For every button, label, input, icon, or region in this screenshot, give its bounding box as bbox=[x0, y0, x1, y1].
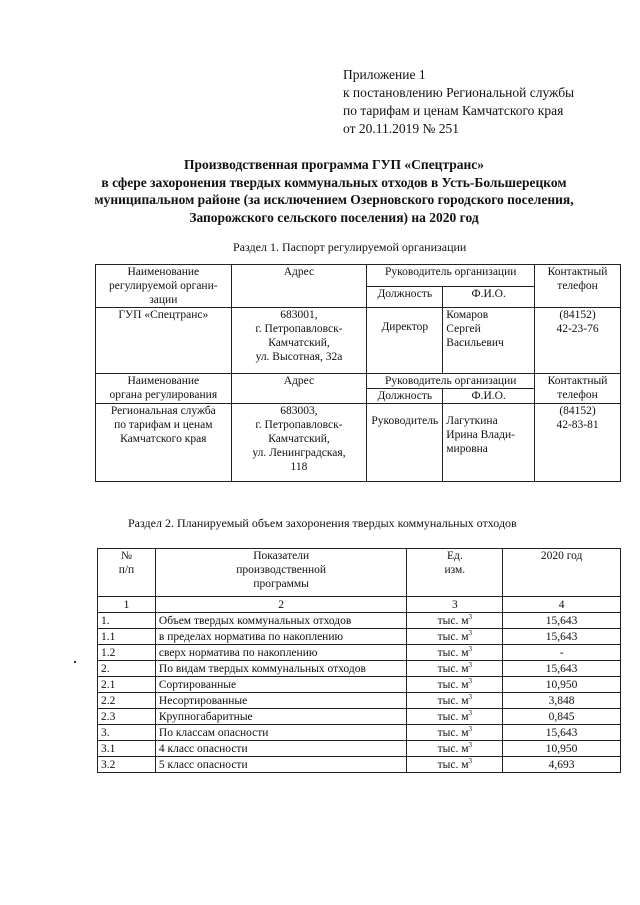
organization-passport-table bbox=[95, 264, 621, 482]
cell-line: по тарифам и ценам bbox=[114, 419, 213, 431]
cell-line: телефон bbox=[557, 280, 598, 292]
section2-title: Раздел 2. Планируемый объем захоронения твердых коммунальных отходов bbox=[128, 516, 517, 530]
cell-line: Комаров bbox=[446, 309, 489, 321]
table-row bbox=[98, 693, 621, 709]
cell-line: № bbox=[120, 550, 132, 562]
appendix-line: к постановлению Региональной службы bbox=[343, 85, 575, 100]
row-value: 10,950 bbox=[503, 677, 621, 693]
header-cell: Ф.И.О. bbox=[443, 389, 535, 404]
regulator-address-cell bbox=[231, 404, 367, 482]
column-number: 2 bbox=[155, 597, 407, 613]
row-value: 15,643 bbox=[503, 661, 621, 677]
table-row bbox=[98, 629, 621, 645]
row-unit bbox=[407, 709, 503, 725]
row-unit bbox=[407, 629, 503, 645]
header-cell bbox=[96, 265, 232, 308]
row-number: 3. bbox=[98, 725, 156, 741]
cell-line: Показатели bbox=[253, 550, 310, 562]
cell-line: Ед. bbox=[446, 550, 463, 562]
row-indicator: 4 класс опасности bbox=[155, 741, 407, 757]
row-value: 0,845 bbox=[503, 709, 621, 725]
unit-text: тыс. м bbox=[437, 695, 469, 707]
row-unit bbox=[407, 725, 503, 741]
row-number: 2. bbox=[98, 661, 156, 677]
cell-line: Камчатский, bbox=[268, 337, 330, 349]
appendix-line: по тарифам и ценам Камчатского края bbox=[343, 103, 564, 118]
table-row bbox=[96, 374, 621, 389]
row-unit bbox=[407, 693, 503, 709]
header-cell bbox=[407, 549, 503, 597]
row-unit bbox=[407, 741, 503, 757]
scan-dot bbox=[74, 661, 76, 663]
cell-line: Региональная служба bbox=[110, 405, 216, 417]
cell-line: производственной bbox=[236, 564, 327, 576]
row-unit bbox=[407, 661, 503, 677]
cell-line: ул. Высотная, 32а bbox=[255, 351, 343, 363]
appendix-line: Приложение 1 bbox=[343, 67, 426, 82]
unit-text: тыс. м bbox=[437, 743, 469, 755]
org-position-cell: Директор bbox=[367, 308, 443, 374]
cell-line: зации bbox=[149, 294, 178, 306]
cell-line: Наименование bbox=[127, 375, 200, 387]
row-indicator: сверх норматива по накоплению bbox=[155, 645, 407, 661]
regulator-phone-cell bbox=[535, 404, 621, 482]
table-row bbox=[96, 308, 621, 374]
table-row bbox=[98, 645, 621, 661]
row-indicator: Несортированные bbox=[155, 693, 407, 709]
unit-text: тыс. м bbox=[437, 615, 469, 627]
unit-text: тыс. м bbox=[437, 711, 469, 723]
cell-line: п/п bbox=[118, 564, 135, 576]
unit-text: тыс. м bbox=[437, 679, 469, 691]
table-row bbox=[96, 404, 621, 482]
row-unit bbox=[407, 757, 503, 773]
row-unit bbox=[407, 645, 503, 661]
header-cell: Адрес bbox=[231, 265, 367, 308]
cell-line: (84152) bbox=[559, 309, 596, 321]
row-value: 15,643 bbox=[503, 629, 621, 645]
column-number-row bbox=[98, 597, 621, 613]
cell-line: телефон bbox=[557, 389, 598, 401]
title-line: в сфере захоронения твердых коммунальных отходов в Усть-Большерецком bbox=[101, 174, 567, 190]
cell-line: Камчатский, bbox=[268, 433, 330, 445]
cell-line: Контактный bbox=[547, 266, 608, 278]
cell-line: 683003, bbox=[280, 405, 318, 417]
unit-text: тыс. м bbox=[437, 663, 469, 675]
title-line: муниципальном районе (за исключением Озерновского городского поселения, bbox=[94, 192, 574, 207]
row-indicator: Объем твердых коммунальных отходов bbox=[155, 613, 407, 629]
header-cell: Руководитель организации bbox=[367, 374, 535, 389]
header-cell: Должность bbox=[367, 286, 443, 308]
title-line: Производственная программа ГУП «Спецтранс» bbox=[183, 157, 485, 172]
row-indicator: По видам твердых коммунальных отходов bbox=[155, 661, 407, 677]
cell-line: Наименование bbox=[127, 266, 200, 278]
header-cell bbox=[155, 549, 407, 597]
regulator-name-cell bbox=[96, 404, 232, 482]
unit-text: тыс. м bbox=[437, 647, 469, 659]
table-row bbox=[96, 265, 621, 287]
header-cell: Руководитель организации bbox=[367, 265, 535, 287]
cell-line: 683001, bbox=[280, 309, 318, 321]
cell-line: 42-83-81 bbox=[556, 419, 599, 431]
unit-superscript: 3 bbox=[468, 629, 473, 638]
column-number: 1 bbox=[98, 597, 156, 613]
cell-line: изм. bbox=[444, 564, 466, 576]
header-cell: Адрес bbox=[231, 374, 367, 404]
cell-line: программы bbox=[253, 578, 309, 590]
unit-text: тыс. м bbox=[437, 631, 469, 643]
unit-superscript: 3 bbox=[468, 613, 473, 622]
header-cell: 2020 год bbox=[503, 549, 621, 597]
unit-superscript: 3 bbox=[468, 645, 473, 654]
row-number: 3.2 bbox=[98, 757, 156, 773]
table-row bbox=[98, 677, 621, 693]
header-cell bbox=[98, 549, 156, 597]
document-title bbox=[60, 156, 608, 226]
disposal-volume-table bbox=[97, 548, 621, 773]
unit-superscript: 3 bbox=[468, 693, 473, 702]
unit-superscript: 3 bbox=[468, 757, 473, 766]
appendix-line: от 20.11.2019 № 251 bbox=[343, 121, 459, 136]
cell-line: Камчатского края bbox=[120, 433, 207, 445]
cell-line: (84152) bbox=[559, 405, 596, 417]
org-fio-cell bbox=[443, 308, 535, 374]
table-row bbox=[98, 613, 621, 629]
unit-superscript: 3 bbox=[468, 677, 473, 686]
cell-line: г. Петропавловск- bbox=[255, 323, 343, 335]
column-number: 3 bbox=[407, 597, 503, 613]
row-number: 1. bbox=[98, 613, 156, 629]
cell-line: ул. Ленинградская, bbox=[252, 447, 346, 459]
regulator-fio-cell bbox=[443, 404, 535, 482]
row-value: 15,643 bbox=[503, 613, 621, 629]
cell-line: Васильевич bbox=[446, 337, 504, 349]
unit-superscript: 3 bbox=[468, 661, 473, 670]
row-number: 2.1 bbox=[98, 677, 156, 693]
row-unit bbox=[407, 677, 503, 693]
row-indicator: в пределах норматива по накоплению bbox=[155, 629, 407, 645]
row-number: 1.2 bbox=[98, 645, 156, 661]
header-cell bbox=[535, 265, 621, 308]
row-number: 2.2 bbox=[98, 693, 156, 709]
title-line: Запорожского сельского поселения) на 2020 год bbox=[189, 209, 479, 225]
org-name-cell: ГУП «Спецтранс» bbox=[96, 308, 232, 374]
row-value: 3,848 bbox=[503, 693, 621, 709]
unit-superscript: 3 bbox=[468, 741, 473, 750]
row-number: 2.3 bbox=[98, 709, 156, 725]
cell-line: Лагуткина bbox=[446, 415, 498, 427]
unit-text: тыс. м bbox=[437, 759, 469, 771]
cell-line: Сергей bbox=[446, 323, 481, 335]
cell-line: Ирина Влади- bbox=[446, 429, 515, 441]
cell-line: мировна bbox=[446, 443, 488, 455]
table-row bbox=[98, 709, 621, 725]
row-number: 3.1 bbox=[98, 741, 156, 757]
row-value: - bbox=[503, 645, 621, 661]
cell-line: органа регулирования bbox=[109, 389, 218, 401]
section1-title: Раздел 1. Паспорт регулируемой организации bbox=[233, 240, 467, 254]
row-indicator: По классам опасности bbox=[155, 725, 407, 741]
row-value: 10,950 bbox=[503, 741, 621, 757]
table-row bbox=[98, 757, 621, 773]
org-address-cell bbox=[231, 308, 367, 374]
regulator-position-cell: Руководитель bbox=[367, 404, 443, 482]
column-number: 4 bbox=[503, 597, 621, 613]
row-indicator: 5 класс опасности bbox=[155, 757, 407, 773]
unit-text: тыс. м bbox=[437, 727, 469, 739]
row-value: 15,643 bbox=[503, 725, 621, 741]
row-value: 4,693 bbox=[503, 757, 621, 773]
cell-line: г. Петропавловск- bbox=[255, 419, 343, 431]
table-row bbox=[98, 741, 621, 757]
row-number: 1.1 bbox=[98, 629, 156, 645]
org-phone-cell bbox=[535, 308, 621, 374]
row-indicator: Крупногабаритные bbox=[155, 709, 407, 725]
volume-rows bbox=[98, 613, 621, 773]
cell-line: регулируемой органи- bbox=[109, 280, 218, 292]
unit-superscript: 3 bbox=[468, 725, 473, 734]
unit-superscript: 3 bbox=[468, 709, 473, 718]
cell-line: 42-23-76 bbox=[556, 323, 599, 335]
table-row bbox=[98, 725, 621, 741]
cell-line: Контактный bbox=[547, 375, 608, 387]
row-indicator: Сортированные bbox=[155, 677, 407, 693]
header-cell bbox=[535, 374, 621, 404]
cell-line: 118 bbox=[290, 461, 308, 473]
appendix-header bbox=[343, 66, 633, 138]
header-cell: Ф.И.О. bbox=[443, 286, 535, 308]
header-cell bbox=[96, 374, 232, 404]
table-row bbox=[98, 661, 621, 677]
header-cell: Должность bbox=[367, 389, 443, 404]
row-unit bbox=[407, 613, 503, 629]
table-header-row bbox=[98, 549, 621, 597]
